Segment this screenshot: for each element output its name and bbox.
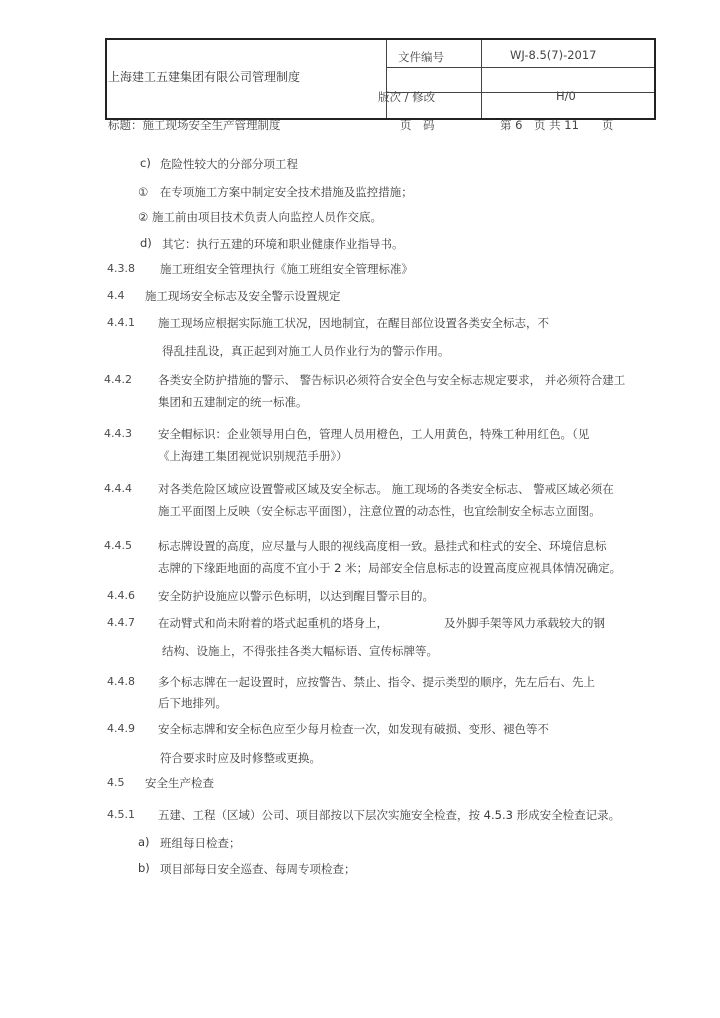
section-4-4-5-text-line2: 志牌的下缘距地面的高度不宜小于 2 米；局部安全信息标志的设置高度应视具体情况确定。 (158, 561, 622, 575)
section-4-4-2-text-line2: 集团和五建制定的统一标准。 (158, 395, 308, 409)
section-4-4-7-text-line2: 结构、设施上，不得张挂各类大幅标语、宣传标牌等。 (162, 644, 438, 658)
section-4-4-8-text-line1: 多个标志牌在一起设置时，应按警告、禁止、指令、提示类型的顺序，先左后右、先上 (158, 675, 595, 689)
doc-number-label: 文件编号 (398, 50, 444, 64)
company-name: 上海建工五建集团有限公司管理制度 (108, 70, 301, 84)
item-a-text: 班组每日检查； (160, 836, 241, 850)
section-4-4-6-text: 安全防护设施应以警示色标明，以达到醒目警示目的。 (158, 589, 434, 603)
item-a-label: a) (138, 835, 150, 849)
item-c1-text: ① 在专项施工方案中制定安全技术措施及监控措施； (138, 185, 413, 199)
page-label: 页 码 (400, 118, 435, 132)
item-c-text: 危险性较大的分部分项工程 (160, 157, 298, 171)
header-divider-vertical-2 (481, 40, 482, 118)
section-4-4-3-text-line2: 《上海建工集团视觉识别规范手册》） (158, 449, 348, 463)
item-d-label: d) (140, 236, 152, 250)
section-4-4-4-text-line1: 对各类危险区域应设置警戒区域及安全标志。 施工现场的各类安全标志、 警戒区域必须在 (158, 482, 614, 496)
section-4-5-1-number: 4.5.1 (107, 808, 135, 821)
section-4-4-3-text-line1: 安全帽标识：企业领导用白色，管理人员用橙色，工人用黄色，特殊工种用红色。（见 (158, 427, 590, 441)
section-4-4-6-number: 4.4.6 (107, 589, 135, 602)
section-4-4-9-number: 4.4.9 (107, 722, 135, 735)
section-4-4-9-text-line1: 安全标志牌和安全标色应至少每月检查一次，如发现有破损、变形、褪色等不 (158, 722, 549, 736)
page-value: 第 6 页 共 11 页 (500, 118, 614, 132)
section-4-4-7-number: 4.4.7 (107, 616, 135, 629)
section-4-4-heading: 施工现场安全标志及安全警示设置规定 (145, 289, 341, 303)
section-4-4-number: 4.4 (107, 289, 125, 302)
doc-number-value: WJ-8.5(7)-2017 (510, 48, 597, 62)
section-4-4-5-number: 4.4.5 (104, 539, 132, 552)
section-4-5-number: 4.5 (107, 776, 125, 789)
section-4-4-1-text-line2: 得乱挂乱设，真正起到对施工人员作业行为的警示作用。 (162, 344, 450, 358)
section-4-4-1-text-line1: 施工现场应根据实际施工状况，因地制宜，在醒目部位设置各类安全标志，不 (158, 316, 549, 330)
section-4-5-1-text: 五建、工程（区域）公司、项目部按以下层次实施安全检查，按 4.5.3 形成安全检查记录。 (158, 808, 621, 822)
version-label: 版次 / 修改 (378, 90, 436, 104)
section-4-4-9-text-line2: 符合要求时应及时修整或更换。 (160, 751, 321, 765)
item-c2-text: ② 施工前由项目技术负责人向监控人员作交底。 (138, 210, 382, 224)
section-4-4-2-text-line1: 各类安全防护措施的警示、 警告标识必须符合安全色与安全标志规定要求， 并必须符合建工 (158, 373, 626, 387)
title-label: 标题：施工现场安全生产管理制度 (108, 118, 281, 132)
item-b-label: b) (138, 861, 150, 875)
item-d-text: 其它：执行五建的环境和职业健康作业指导书。 (162, 237, 404, 251)
section-4-4-2-number: 4.4.2 (104, 373, 132, 386)
section-4-4-7-text-line1a: 在动臂式和尚未附着的塔式起重机的塔身上， (158, 616, 388, 630)
section-4-4-4-number: 4.4.4 (104, 482, 132, 495)
item-b-text: 项目部每日安全巡查、每周专项检查； (160, 862, 356, 876)
section-4-4-8-number: 4.4.8 (107, 675, 135, 688)
header-divider-vertical-1 (386, 40, 387, 118)
section-4-3-8-text: 施工班组安全管理执行《施工班组安全管理标准》 (160, 262, 413, 276)
section-4-4-5-text-line1: 标志牌设置的高度，应尽量与人眼的视线高度相一致。悬挂式和柱式的安全、环境信息标 (158, 539, 607, 553)
section-4-3-8-number: 4.3.8 (107, 262, 135, 275)
section-4-4-4-text-line2: 施工平面图上反映（安全标志平面图），注意位置的动态性，也宜绘制安全标志立面图。 (158, 504, 601, 518)
section-4-4-3-number: 4.4.3 (104, 427, 132, 440)
section-4-4-7-text-line1b: 及外脚手架等风力承载较大的钢 (444, 616, 605, 630)
header-divider-horizontal-1 (386, 67, 654, 68)
section-4-5-heading: 安全生产检查 (145, 776, 214, 790)
section-4-4-8-text-line2: 后下地排列。 (158, 696, 227, 710)
section-4-4-1-number: 4.4.1 (107, 316, 135, 329)
version-value: H/0 (556, 89, 576, 103)
item-c-label: c) (140, 156, 151, 170)
